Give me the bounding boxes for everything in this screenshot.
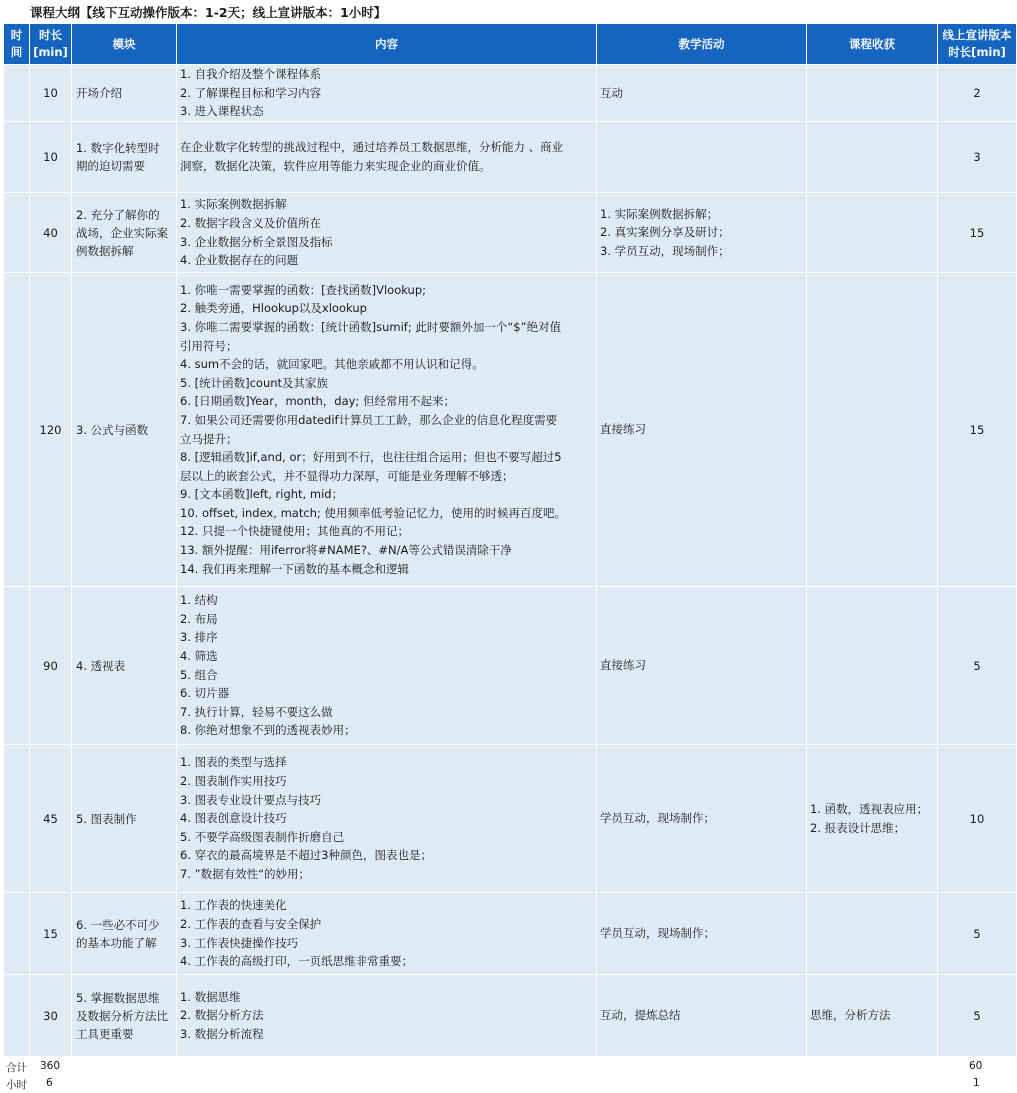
table-row xyxy=(4,893,1017,975)
harvest-cell xyxy=(807,122,938,193)
content-cell xyxy=(177,122,597,193)
duration-cell: 15 xyxy=(30,893,72,975)
cell-line: 1. 实际案例数据拆解 xyxy=(180,197,287,212)
cell-line: 7. 如果公司还需要你用datedif计算员工工龄，那么企业的信息化程度需要 xyxy=(180,412,558,427)
cell-line: 的基本功能了解 xyxy=(76,935,157,950)
harvest-cell xyxy=(807,193,938,273)
cell-line: 思维，分析方法 xyxy=(810,1008,891,1023)
cell-line: 4. 筛选 xyxy=(180,648,218,663)
cell-line: 3. 学员互动，现场制作； xyxy=(600,243,730,258)
duration-cell: 40 xyxy=(30,193,72,273)
cell-line: 战场，企业实际案 xyxy=(76,225,168,240)
online-hours-value: 1 xyxy=(973,1077,980,1089)
cell-line: 3. 图表专业设计要点与技巧 xyxy=(180,792,322,807)
cell-line: 1. 结构 xyxy=(180,593,218,608)
harvest-cell xyxy=(807,745,938,893)
online-duration-cell: 5 xyxy=(938,893,1017,975)
cell-line: 互动，提炼总结 xyxy=(600,1008,681,1023)
cell-line: 3. 工作表快捷操作技巧 xyxy=(180,935,299,950)
cell-line: 工具更重要 xyxy=(76,1026,134,1041)
online-duration-cell: 2 xyxy=(938,65,1017,122)
cell-line: 引用符号； xyxy=(180,338,238,353)
cell-line: 1. 函数，透视表应用； xyxy=(810,801,929,816)
time-cell xyxy=(4,65,30,122)
module-cell xyxy=(72,122,177,193)
content-cell xyxy=(177,193,597,273)
cell-line: 4. 企业数据存在的问题 xyxy=(180,253,299,268)
cell-line: 直接练习 xyxy=(600,658,646,673)
content-cell xyxy=(177,273,597,587)
cell-line: 1. 图表的类型与选择 xyxy=(180,755,287,770)
hours-label: 小时 xyxy=(6,1079,27,1091)
cell-line: 及数据分析方法比 xyxy=(76,1008,168,1023)
hours-value: 6 xyxy=(46,1077,53,1089)
duration-cell: 10 xyxy=(30,65,72,122)
module-cell xyxy=(72,745,177,893)
cell-line: 2. 布局 xyxy=(180,611,218,626)
activity-cell xyxy=(597,122,807,193)
content-cell xyxy=(177,65,597,122)
time-cell xyxy=(4,273,30,587)
cell-line: 学员互动，现场制作； xyxy=(600,926,715,941)
cell-line: 2. 数据分析方法 xyxy=(180,1008,264,1023)
activity-cell xyxy=(597,893,807,975)
cell-line: 1. 工作表的快速美化 xyxy=(180,898,287,913)
cell-line: 2. 工作表的查看与安全保护 xyxy=(180,916,322,931)
cell-line: 12. 只提一个快捷键使用；其他真的不用记； xyxy=(180,524,409,539)
duration-cell: 10 xyxy=(30,122,72,193)
time-cell xyxy=(4,745,30,893)
online-duration-cell: 5 xyxy=(938,975,1017,1057)
module-cell xyxy=(72,893,177,975)
cell-line: 1. 数字化转型时 xyxy=(76,141,160,155)
cell-line: 4. 透视表 xyxy=(76,658,126,673)
cell-line: 14. 我们再来理解一下函数的基本概念和逻辑 xyxy=(180,561,409,576)
activity-cell xyxy=(597,193,807,273)
cell-line: 2. 报表设计思维； xyxy=(810,820,906,835)
cell-line: 6. 一些必不可少 xyxy=(76,917,160,932)
cell-line: 1. 数据思维 xyxy=(180,989,241,1004)
cell-line: 7. 执行计算，轻易不要这么做 xyxy=(180,704,333,719)
cell-line: 直接练习 xyxy=(600,422,646,437)
total-label: 合计 xyxy=(6,1062,27,1074)
cell-line: 2. 数据字段含义及价值所在 xyxy=(180,215,322,230)
duration-cell: 90 xyxy=(30,587,72,745)
cell-line: 2. 图表制作实用技巧 xyxy=(180,774,287,789)
header-time: 时间 xyxy=(4,24,30,65)
cell-line: 4. sum不会的话，就回家吧。其他亲戚都不用认识和记得。 xyxy=(180,357,484,372)
time-cell xyxy=(4,975,30,1057)
header-harvest: 课程收获 xyxy=(807,24,938,65)
cell-line: 2. 真实案例分享及研讨； xyxy=(600,225,730,240)
cell-line: 3. 进入课程状态 xyxy=(180,104,264,119)
activity-cell xyxy=(597,745,807,893)
cell-line: 3. 你唯二需要掌握的函数：[统计函数]sumif; 此时要额外加一个“$”绝对值 xyxy=(180,319,562,334)
cell-line: 1. 自我介绍及整个课程体系 xyxy=(180,67,322,82)
total-value: 360 xyxy=(40,1060,61,1072)
cell-line: 2. 了解课程目标和学习内容 xyxy=(180,85,322,100)
content-cell xyxy=(177,893,597,975)
online-duration-cell: 15 xyxy=(938,193,1017,273)
table-row xyxy=(4,273,1017,587)
cell-line: 在企业数字化转型的挑战过程中，通过培养员工数据思维，分析能力 、商业 xyxy=(180,140,564,155)
time-cell xyxy=(4,122,30,193)
time-cell xyxy=(4,587,30,745)
time-cell xyxy=(4,893,30,975)
cell-line: 2. 触类旁通，Hlookup以及xlookup xyxy=(180,301,367,316)
cell-line: 1. 你唯一需要掌握的函数：[查找函数]Vlookup; xyxy=(180,282,427,297)
module-cell xyxy=(72,975,177,1057)
cell-line: 7. ”数据有效性“的妙用； xyxy=(180,866,311,881)
cell-line: 5. 图表制作 xyxy=(76,811,137,826)
cell-line: 互动 xyxy=(600,85,623,100)
duration-cell: 30 xyxy=(30,975,72,1057)
cell-line: 10. offset, index, match; 使用频率低考验记忆力，使用的时候再百度吧。 xyxy=(180,505,566,520)
header-content: 内容 xyxy=(177,24,597,65)
header-module: 模块 xyxy=(72,24,177,65)
cell-line: 3. 数据分析流程 xyxy=(180,1026,264,1041)
module-cell xyxy=(72,273,177,587)
header-online-duration: 线上宣讲版本时长[min] xyxy=(938,24,1017,65)
cell-line: 4. 图表创意设计技巧 xyxy=(180,811,287,826)
cell-line: 8. 你绝对想象不到的透视表妙用； xyxy=(180,723,356,738)
cell-line: 9. [文本函数]left, right, mid； xyxy=(180,487,344,502)
module-cell xyxy=(72,587,177,745)
content-cell xyxy=(177,587,597,745)
table-row xyxy=(4,65,1017,122)
table-row xyxy=(4,745,1017,893)
cell-line: 5. 掌握数据思维 xyxy=(76,990,160,1005)
cell-line: 立马提升； xyxy=(180,431,238,446)
online-duration-cell: 15 xyxy=(938,273,1017,587)
activity-cell xyxy=(597,65,807,122)
header-duration: 时长[min] xyxy=(30,24,72,65)
online-duration-cell: 10 xyxy=(938,745,1017,893)
cell-line: 8. [逻辑函数]if,and, or；好用到不行，也往往组合运用；但也不要写超过5 xyxy=(180,450,562,465)
content-cell xyxy=(177,745,597,893)
harvest-cell xyxy=(807,587,938,745)
module-cell xyxy=(72,65,177,122)
table-row xyxy=(4,587,1017,745)
content-cell xyxy=(177,975,597,1057)
cell-line: 6. 切片器 xyxy=(180,686,230,701)
harvest-cell xyxy=(807,893,938,975)
duration-cell: 45 xyxy=(30,745,72,893)
time-cell xyxy=(4,193,30,273)
cell-line: 2. 充分了解你的 xyxy=(76,207,160,222)
module-cell xyxy=(72,193,177,273)
harvest-cell xyxy=(807,273,938,587)
online-total-value: 60 xyxy=(969,1060,983,1072)
cell-line: 3. 排序 xyxy=(180,630,218,645)
cell-line: 13. 额外提醒：用iferror将#NAME?、#N/A等公式错误清除干净 xyxy=(180,543,512,558)
cell-line: 期的迫切需要 xyxy=(76,159,145,173)
table-row xyxy=(4,122,1017,193)
activity-cell xyxy=(597,587,807,745)
cell-line: 1. 实际案例数据拆解； xyxy=(600,206,719,221)
cell-line: 3. 公式与函数 xyxy=(76,422,149,437)
cell-line: 3. 企业数据分析全景图及指标 xyxy=(180,234,333,249)
cell-line: 5. 组合 xyxy=(180,667,218,682)
header-activity: 教学活动 xyxy=(597,24,807,65)
activity-cell xyxy=(597,975,807,1057)
cell-line: 洞察，数据化决策，软件应用等能力来实现企业的商业价值。 xyxy=(180,159,491,173)
online-duration-cell: 3 xyxy=(938,122,1017,193)
cell-line: 6. [日期函数]Year，month，day; 但经常用不起来； xyxy=(180,394,455,409)
cell-line: 5. 不要学高级图表制作折磨自己 xyxy=(180,829,345,844)
harvest-cell xyxy=(807,65,938,122)
cell-line: 学员互动，现场制作； xyxy=(600,811,715,826)
page-title: 课程大纲【线下互动操作版本：1-2天；线上宣讲版本：1小时】 xyxy=(30,5,387,20)
cell-line: 层以上的嵌套公式，并不显得功力深厚，可能是业务理解不够透； xyxy=(180,468,514,483)
duration-cell: 120 xyxy=(30,273,72,587)
activity-cell xyxy=(597,273,807,587)
cell-line: 开场介绍 xyxy=(76,86,122,100)
cell-line: 5. [统计函数]count及其家族 xyxy=(180,375,329,390)
table-row xyxy=(4,193,1017,273)
table-row xyxy=(4,975,1017,1057)
course-outline-table xyxy=(3,23,1017,1057)
table-header-row xyxy=(4,24,1017,65)
cell-line: 例数据拆解 xyxy=(76,243,134,258)
cell-line: 6. 穿衣的最高境界是不超过3种颜色，图表也是； xyxy=(180,848,432,863)
online-duration-cell: 5 xyxy=(938,587,1017,745)
cell-line: 4. 工作表的高级打印，一页纸思维非常重要； xyxy=(180,954,414,969)
harvest-cell xyxy=(807,975,938,1057)
